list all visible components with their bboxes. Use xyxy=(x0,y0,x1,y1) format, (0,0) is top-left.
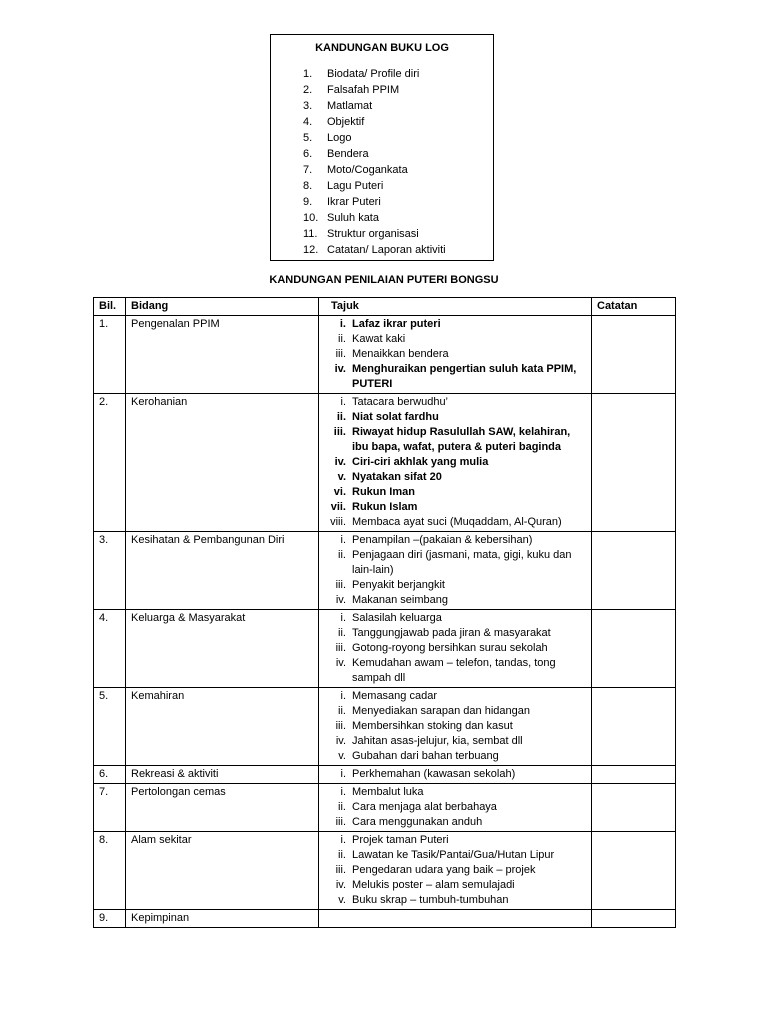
tajuk-item-number: ii. xyxy=(338,801,346,813)
tajuk-item-text: Cara menggunakan anduh xyxy=(352,816,483,828)
tajuk-item-text: Membaca ayat suci (Muqaddam, Al-Quran) xyxy=(352,516,562,528)
tajuk-item xyxy=(324,848,586,863)
tajuk-item-text: Lawatan ke Tasik/Pantai/Gua/Hutan Lipur xyxy=(352,849,555,861)
toc-item-text: Matlamat xyxy=(327,100,373,112)
cell-bidang: Kepimpinan xyxy=(126,910,319,928)
cell-catatan xyxy=(592,610,676,688)
toc-item-text: Ikrar Puteri xyxy=(327,196,381,208)
cell-bil: 6. xyxy=(94,766,126,784)
tajuk-item-number: iv. xyxy=(335,735,346,747)
tajuk-list xyxy=(324,785,586,830)
cell-bil: 2. xyxy=(94,394,126,532)
tajuk-item-text: Kemudahan awam – telefon, tandas, tong sampah dll xyxy=(352,657,556,684)
cell-bil: 3. xyxy=(94,532,126,610)
tajuk-item xyxy=(324,533,586,548)
tajuk-item-text: Gubahan dari bahan terbuang xyxy=(352,750,499,762)
toc-item-text: Lagu Puteri xyxy=(327,180,384,192)
tajuk-item xyxy=(324,317,586,332)
header-tajuk: Tajuk xyxy=(319,298,592,316)
table-header-row xyxy=(94,298,676,316)
toc-item-text: Moto/Cogankata xyxy=(327,164,408,176)
tajuk-list xyxy=(324,767,586,782)
toc-item-text: Suluh kata xyxy=(327,212,379,224)
tajuk-item-text: Salasilah keluarga xyxy=(352,612,442,624)
cell-catatan xyxy=(592,784,676,832)
tajuk-item xyxy=(324,548,586,578)
cell-catatan xyxy=(592,910,676,928)
cell-bidang: Kemahiran xyxy=(126,688,319,766)
tajuk-item-text: Melukis poster – alam semulajadi xyxy=(352,879,515,891)
tajuk-item-number: iii. xyxy=(335,816,346,828)
tajuk-item xyxy=(324,863,586,878)
tajuk-item-number: i. xyxy=(340,768,346,780)
tajuk-item-text: Rukun Iman xyxy=(352,486,415,498)
tajuk-item xyxy=(324,410,586,425)
cell-catatan xyxy=(592,688,676,766)
assessment-title: KANDUNGAN PENILAIAN PUTERI BONGSU xyxy=(269,274,499,286)
tajuk-item-number: i. xyxy=(340,834,346,846)
tajuk-item-text: Menaikkan bendera xyxy=(352,348,449,360)
tajuk-item-text: Membalut luka xyxy=(352,786,424,798)
toc-item-text: Biodata/ Profile diri xyxy=(327,68,420,80)
tajuk-item-number: iii. xyxy=(335,864,346,876)
tajuk-list xyxy=(324,395,586,530)
tajuk-item-text: Nyatakan sifat 20 xyxy=(352,471,442,483)
table-row xyxy=(94,394,676,532)
toc-item-number: 6. xyxy=(303,148,313,160)
toc-item-number: 2. xyxy=(303,84,313,96)
table-row xyxy=(94,784,676,832)
tajuk-item xyxy=(324,749,586,764)
tajuk-item xyxy=(324,395,586,410)
tajuk-item-number: v. xyxy=(338,750,346,762)
cell-bil: 7. xyxy=(94,784,126,832)
tajuk-item xyxy=(324,500,586,515)
toc-item-number: 4. xyxy=(303,116,313,128)
cell-catatan xyxy=(592,394,676,532)
tajuk-item xyxy=(324,785,586,800)
toc-item-text: Logo xyxy=(327,132,352,144)
tajuk-list xyxy=(324,317,586,392)
toc-box xyxy=(270,34,494,261)
tajuk-item-text: Buku skrap – tumbuh-tumbuhan xyxy=(352,894,509,906)
tajuk-item-text: Lafaz ikrar puteri xyxy=(352,318,441,330)
tajuk-item-text: Kawat kaki xyxy=(352,333,406,345)
tajuk-item xyxy=(324,332,586,347)
tajuk-item xyxy=(324,719,586,734)
tajuk-item xyxy=(324,656,586,686)
tajuk-list xyxy=(324,833,586,908)
tajuk-item-text: Penampilan –(pakaian & kebersihan) xyxy=(352,534,533,546)
table-body xyxy=(94,316,676,928)
tajuk-item-number: ii. xyxy=(338,849,346,861)
table-row xyxy=(94,610,676,688)
tajuk-item-text: Projek taman Puteri xyxy=(352,834,449,846)
cell-catatan xyxy=(592,832,676,910)
cell-catatan xyxy=(592,532,676,610)
table-row xyxy=(94,832,676,910)
cell-bidang: Rekreasi & aktiviti xyxy=(126,766,319,784)
tajuk-item xyxy=(324,593,586,608)
cell-tajuk xyxy=(319,610,592,688)
tajuk-item-number: ii. xyxy=(338,627,346,639)
tajuk-item-text: Niat solat fardhu xyxy=(352,411,439,423)
tajuk-item xyxy=(324,689,586,704)
tajuk-item xyxy=(324,641,586,656)
tajuk-item xyxy=(324,800,586,815)
tajuk-item-number: i. xyxy=(340,786,346,798)
table-row xyxy=(94,532,676,610)
tajuk-item-number: vii. xyxy=(330,501,346,513)
tajuk-item xyxy=(324,425,586,455)
tajuk-item-number: iv. xyxy=(334,363,346,375)
toc-item-number: 7. xyxy=(303,164,313,176)
tajuk-item-text: Tanggungjawab pada jiran & masyarakat xyxy=(352,627,551,639)
cell-bil: 1. xyxy=(94,316,126,394)
toc-item-text: Objektif xyxy=(327,116,365,128)
cell-bidang: Pengenalan PPIM xyxy=(126,316,319,394)
tajuk-item-number: i. xyxy=(340,534,346,546)
tajuk-item xyxy=(324,626,586,641)
table-row xyxy=(94,910,676,928)
tajuk-item-number: v. xyxy=(338,894,346,906)
tajuk-item-number: viii. xyxy=(330,516,346,528)
cell-bidang: Pertolongan cemas xyxy=(126,784,319,832)
tajuk-item xyxy=(324,833,586,848)
tajuk-item-number: iii. xyxy=(333,426,346,438)
tajuk-item xyxy=(324,455,586,470)
tajuk-item-text: Penjagaan diri (jasmani, mata, gigi, kuku dan lain-lain) xyxy=(352,549,572,576)
tajuk-item-text: Pengedaran udara yang baik – projek xyxy=(352,864,536,876)
tajuk-item-text: Ciri-ciri akhlak yang mulia xyxy=(352,456,489,468)
cell-tajuk xyxy=(319,532,592,610)
tajuk-item-text: Perkhemahan (kawasan sekolah) xyxy=(352,768,516,780)
cell-tajuk xyxy=(319,784,592,832)
tajuk-item-text: Riwayat hidup Rasulullah SAW, kelahiran, ibu bapa, wafat, putera & puteri baginda xyxy=(352,426,571,453)
tajuk-item-number: iv. xyxy=(335,879,346,891)
tajuk-item-text: Tatacara berwudhu’ xyxy=(352,396,449,408)
tajuk-item-number: iv. xyxy=(334,456,346,468)
tajuk-item-number: ii. xyxy=(338,549,346,561)
tajuk-item xyxy=(324,704,586,719)
tajuk-item-number: iv. xyxy=(335,594,346,606)
tajuk-item-number: iii. xyxy=(335,642,346,654)
tajuk-item xyxy=(324,347,586,362)
tajuk-list xyxy=(324,689,586,764)
tajuk-item-text: Menghuraikan pengertian suluh kata PPIM, PUTERI xyxy=(352,363,577,390)
table-row xyxy=(94,688,676,766)
toc-item-number: 11. xyxy=(303,228,318,240)
tajuk-item xyxy=(324,893,586,908)
header-catatan: Catatan xyxy=(592,298,676,316)
tajuk-item xyxy=(324,470,586,485)
table-row xyxy=(94,766,676,784)
cell-tajuk xyxy=(319,832,592,910)
cell-bidang: Kerohanian xyxy=(126,394,319,532)
toc-item-number: 8. xyxy=(303,180,313,192)
toc-item-text: Falsafah PPIM xyxy=(327,84,400,96)
toc-item-number: 1. xyxy=(303,68,313,80)
tajuk-item-number: iii. xyxy=(335,720,346,732)
tajuk-item-text: Makanan seimbang xyxy=(352,594,449,606)
tajuk-item-number: ii. xyxy=(338,333,346,345)
cell-bidang: Alam sekitar xyxy=(126,832,319,910)
tajuk-item-number: i. xyxy=(340,396,346,408)
assessment-table xyxy=(93,297,676,928)
toc-item-number: 12. xyxy=(303,244,319,256)
cell-bil: 5. xyxy=(94,688,126,766)
tajuk-item-text: Rukun Islam xyxy=(352,501,418,513)
header-bidang: Bidang xyxy=(126,298,319,316)
tajuk-item-text: Cara menjaga alat berbahaya xyxy=(352,801,497,813)
tajuk-item-text: Penyakit berjangkit xyxy=(352,579,445,591)
tajuk-item-number: i. xyxy=(340,690,346,702)
cell-catatan xyxy=(592,316,676,394)
cell-tajuk xyxy=(319,910,592,928)
cell-bil: 9. xyxy=(94,910,126,928)
tajuk-item-number: iii. xyxy=(335,348,346,360)
tajuk-item xyxy=(324,767,586,782)
cell-bil: 8. xyxy=(94,832,126,910)
tajuk-item-text: Menyediakan sarapan dan hidangan xyxy=(352,705,530,717)
cell-catatan xyxy=(592,766,676,784)
tajuk-item-number: ii. xyxy=(336,411,346,423)
toc-item-text: Struktur organisasi xyxy=(327,228,419,240)
header-bil: Bil. xyxy=(94,298,126,316)
cell-tajuk xyxy=(319,688,592,766)
tajuk-item xyxy=(324,815,586,830)
tajuk-item-number: i. xyxy=(339,318,346,330)
cell-bil: 4. xyxy=(94,610,126,688)
tajuk-item xyxy=(324,578,586,593)
cell-bidang: Keluarga & Masyarakat xyxy=(126,610,319,688)
cell-tajuk xyxy=(319,316,592,394)
tajuk-item xyxy=(324,611,586,626)
tajuk-item xyxy=(324,362,586,392)
tajuk-item-number: v. xyxy=(337,471,346,483)
toc-item-number: 9. xyxy=(303,196,313,208)
toc-title: KANDUNGAN BUKU LOG xyxy=(315,42,449,54)
tajuk-item-text: Gotong-royong bersihkan surau sekolah xyxy=(352,642,548,654)
toc-item-number: 5. xyxy=(303,132,313,144)
tajuk-item xyxy=(324,878,586,893)
toc-item-text: Bendera xyxy=(327,148,369,160)
toc-item-text: Catatan/ Laporan aktiviti xyxy=(327,244,446,256)
toc-item-number: 10. xyxy=(303,212,319,224)
tajuk-item xyxy=(324,515,586,530)
cell-tajuk xyxy=(319,394,592,532)
tajuk-item-number: vi. xyxy=(333,486,346,498)
tajuk-item-text: Memasang cadar xyxy=(352,690,437,702)
tajuk-list xyxy=(324,533,586,608)
tajuk-item-number: iv. xyxy=(335,657,346,669)
tajuk-item xyxy=(324,734,586,749)
tajuk-item-number: iii. xyxy=(335,579,346,591)
tajuk-list xyxy=(324,611,586,686)
tajuk-item-text: Membersihkan stoking dan kasut xyxy=(352,720,513,732)
tajuk-item-text: Jahitan asas-jelujur, kia, sembat dll xyxy=(352,735,523,747)
cell-bidang: Kesihatan & Pembangunan Diri xyxy=(126,532,319,610)
toc-item-number: 3. xyxy=(303,100,313,112)
tajuk-item-number: ii. xyxy=(338,705,346,717)
cell-tajuk xyxy=(319,766,592,784)
table-row xyxy=(94,316,676,394)
tajuk-item-number: i. xyxy=(340,612,346,624)
tajuk-item xyxy=(324,485,586,500)
